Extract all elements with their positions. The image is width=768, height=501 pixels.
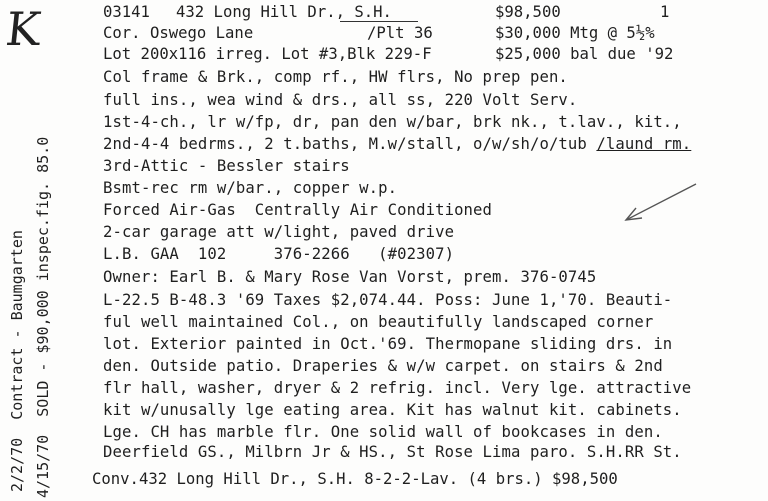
listing-price: $98,500 <box>495 3 561 21</box>
cross-street: Cor. Oswego Lane <box>103 24 254 42</box>
mortgage: $30,000 Mtg @ 5½% <box>495 24 655 42</box>
body-line: kit w/unusally lge eating area. Kit has walnut kit. cabinets. <box>103 401 682 419</box>
body-line: lot. Exterior painted in Oct.'69. Thermopane sliding drs. in <box>103 335 673 353</box>
body-line: flr hall, washer, dryer & 2 refrig. incl. Very lge. attractive <box>103 379 692 397</box>
body-line: Col frame & Brk., comp rf., HW flrs, No prep pen. <box>103 68 568 86</box>
body-line: ful well maintained Col., on beautifully landscaped corner <box>103 313 654 331</box>
plat-number: /Plt 36 <box>367 24 433 42</box>
footer-summary: Conv.432 Long Hill Dr., S.H. 8-2-2-Lav. (4 brs.) $98,500 <box>92 470 618 488</box>
listing-number: 03141 <box>103 3 150 21</box>
page-number: 1 <box>660 3 670 21</box>
pencil-arrow-icon <box>612 180 702 230</box>
body-line: 2-car garage att w/light, paved drive <box>103 223 455 241</box>
body-line: Lge. CH has marble flr. One solid wall of bookcases in den. <box>103 423 663 441</box>
address-underline <box>340 21 418 22</box>
second-floor-line <box>103 135 691 154</box>
body-line: full ins., wea wind & drs., all ss, 220 Volt Serv. <box>103 91 578 109</box>
listing-address: 432 Long Hill Dr., S.H. <box>176 3 392 21</box>
body-line: Bsmt-rec rm w/bar., copper w.p. <box>103 179 398 197</box>
balance-due: $25,000 bal due '92 <box>495 45 674 63</box>
lot-description: Lot 200x116 irreg. Lot #3,Blk 229-F <box>103 45 432 63</box>
body-line: Forced Air-Gas Centrally Air Conditioned <box>103 201 493 219</box>
laundry-room-note: /laund rm. <box>596 135 692 153</box>
body-line: L.B. GAA 102 376-2266 (#02307) <box>103 245 455 263</box>
margin-initial: K <box>3 2 44 56</box>
body-line: L-22.5 B-48.3 '69 Taxes $2,074.44. Poss: June 1,'70. Beauti- <box>103 291 673 309</box>
body-line: Deerfield GS., Milbrn Jr & HS., St Rose Lima paro. S.H.RR St. <box>103 443 682 461</box>
body-line: 1st-4-ch., lr w/fp, dr, pan den w/bar, brk nk., t.lav., kit., <box>103 113 682 131</box>
sold-note: 4/15/70 SOLD - $90,000 inspec.fig. 85.0 <box>34 136 52 498</box>
owner-line: Owner: Earl B. & Mary Rose Van Vorst, prem. 376-0745 <box>103 268 597 286</box>
contract-note: 2/2/70 Contract - Baumgarten <box>8 230 26 492</box>
body-line: 3rd-Attic - Bessler stairs <box>103 157 350 175</box>
body-line: den. Outside patio. Draperies & w/w carpet. on stairs & 2nd <box>103 357 663 375</box>
second-floor-text: 2nd-4-4 bedrms., 2 t.baths, M.w/stall, o/w/sh/o/tub <box>103 135 587 153</box>
